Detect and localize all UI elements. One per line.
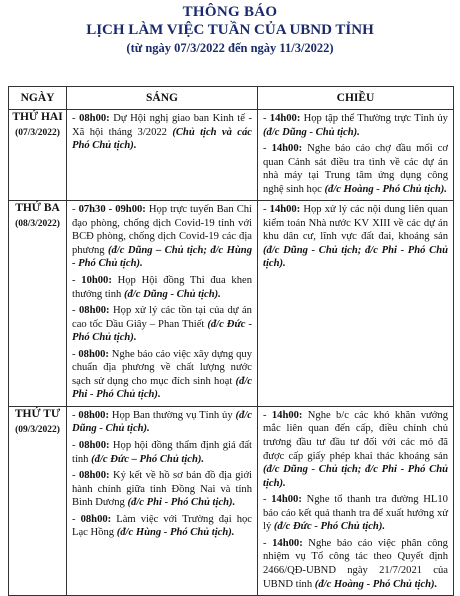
schedule-item: - 08h00: Họp hội đồng thẩm định giá đất tỉnh (đ/c Đức – Phó Chủ tịch). — [72, 440, 252, 465]
item-description: Nghe tổ thanh tra đường HL10 báo cáo kết quả thanh tra để xuất hướng xử lý — [263, 494, 448, 533]
table-row — [9, 201, 454, 407]
schedule-item: - 08h00: Nghe báo cáo việc xây dựng quy chuẩn địa phương về chất lượng nước sạch sử dụng cho mục đích sinh hoạt (đ/c Phi - Phó Chủ tịch). — [72, 348, 252, 401]
day-date: (08/3/2022) — [15, 219, 60, 229]
schedule-item: - 14h00: Nghe báo cáo chợ đầu mối cơ quan Cảnh sát điều tra tình về các dự án nhà máy tại Trung tâm ứng dụng công nghệ sinh học (đ/c Hoàng - Phó Chủ tịch). — [263, 143, 448, 195]
item-responsible: (đ/c Dũng - Chủ tịch). — [263, 126, 360, 138]
table-row — [9, 110, 454, 201]
item-time: 08h00: — [80, 513, 112, 525]
item-description: Làm việc với Trường đại học Lạc Hồng — [72, 513, 252, 539]
item-responsible: (đ/c Dũng – Chủ tịch; đ/c Hùng - Phó Chủ tịch). — [72, 244, 252, 270]
column-header-day: NGÀY — [9, 87, 67, 110]
item-description: Họp Ban thường vụ Tỉnh ủy — [109, 409, 236, 421]
schedule-item: - 14h00: Nghe tổ thanh tra đường HL10 báo cáo kết quả thanh tra để xuất hướng xử lý (đ/c Đức - Phó Chủ tịch). — [263, 494, 448, 533]
table-header-row — [9, 87, 454, 110]
item-time: 08h00: — [78, 305, 110, 317]
item-description: Họp hội đồng thẩm định giá đất tỉnh — [72, 440, 252, 465]
schedule-item: - 08h00: Làm việc với Trường đại học Lạc Hồng (đ/c Hùng - Phó Chủ tịch). — [72, 513, 252, 539]
item-responsible: (đ/c Hoàng - Phó Chủ tịch). — [324, 183, 447, 195]
item-responsible: (đ/c Dũng - Chủ tịch; đ/c Phi - Phó Chủ tịch). — [263, 464, 448, 489]
afternoon-cell — [258, 110, 454, 201]
item-responsible: (đ/c Đức – Phó Chủ tịch). — [91, 453, 205, 465]
item-responsible: (đ/c Đức - Phó Chủ tịch). — [72, 318, 253, 344]
item-time: 14h00: — [271, 409, 303, 421]
item-responsible: (Chủ tịch và các Phó Chủ tịch). — [72, 126, 252, 152]
item-responsible: (đ/c Dũng - Chủ tịch). — [72, 409, 252, 435]
item-description: Họp Hội đồng Thi đua khen thưởng tỉnh — [72, 275, 252, 300]
item-description: Nghe b/c các khó khăn vướng mắc liên quan đến cấp, điều chỉnh chủ trương đầu tư đầu tư đối với các mỏ đã được cấp giấy phép khai thác khoáng sản — [263, 409, 448, 462]
afternoon-cell — [258, 201, 454, 407]
item-time: 08h00: — [78, 440, 110, 452]
item-responsible: (đ/c Dũng - Chủ tịch). — [123, 288, 221, 300]
item-description: Nghe báo cáo việc xây dựng quy chuẩn địa phương về chất lượng nước sạch sử dụng cho mục đích sinh hoạt — [72, 348, 252, 387]
item-description: Họp trực tuyến Ban Chỉ đạo phòng, chống dịch Covid-19 tỉnh với BCĐ phòng, chống dịch Covid-19 các địa phương — [72, 204, 253, 256]
item-time: 08h00: — [78, 470, 110, 482]
item-description: Nghe báo cáo việc phân công nhiệm vụ Tổ công tác theo Quyết định 2466/QĐ-UBND ngày 21/7/2021 của UBND tỉnh — [263, 537, 448, 590]
afternoon-cell — [258, 406, 454, 595]
item-description: Họp xử lý các tồn tại của dự án cao tốc Dầu Giây – Phan Thiết — [72, 305, 252, 330]
schedule-item: - 08h00: Họp xử lý các tồn tại của dự án cao tốc Dầu Giây – Phan Thiết (đ/c Đức - Phó Chủ tịch). — [72, 305, 253, 344]
schedule-item: - 14h00: Họp tập thể Thường trực Tỉnh ủy (đ/c Dũng - Chủ tịch). — [263, 113, 448, 138]
table-row — [9, 406, 454, 595]
schedule-item: - 14h00: Nghe báo cáo việc phân công nhiệm vụ Tổ công tác theo Quyết định 2466/QĐ-UBND ngày 21/7/2021 của UBND tỉnh (đ/c Hoàng - Phó Chủ tịch). — [263, 537, 448, 590]
item-description: Họp xử lý các nội dung liên quan kiểm toán Nhà nước KV XIII về các dự án khu dân cư, lĩnh vực đất đai, khoáng sản — [263, 204, 448, 243]
schedule-table — [8, 86, 454, 596]
morning-cell — [67, 406, 258, 595]
item-time: 08h00: — [79, 113, 110, 124]
item-time: 10h00: — [81, 275, 112, 287]
item-time: 14h00: — [269, 113, 301, 124]
schedule-item: - 08h00: Ký kết về hồ sơ bản đồ địa giới hành chính giữa tỉnh Đồng Nai và tỉnh Bình Dương (đ/c Phi - Phó Chủ tịch). — [72, 470, 252, 509]
schedule-item: - 14h00: Họp xử lý các nội dung liên quan kiểm toán Nhà nước KV XIII về các dự án khu dân cư, lĩnh vực đất đai, khoáng sản (đ/c Dũng - Chủ tịch; đ/c Phi - Phó Chủ tịch). — [263, 204, 448, 270]
day-name: THỨ HAI — [12, 111, 63, 123]
schedule-item: - 08h00: Dự Hội nghị giao ban Kinh tế - Xã hội tháng 3/2022 (Chủ tịch và các Phó Chủ tịch). — [72, 113, 252, 152]
day-cell — [9, 201, 67, 407]
item-responsible: (đ/c Đức - Phó Chủ tịch). — [273, 521, 385, 533]
morning-cell — [67, 110, 258, 201]
item-responsible: (đ/c Hoàng - Phó Chủ tịch). — [314, 578, 438, 590]
item-responsible: (đ/c Hùng - Phó Chủ tịch). — [116, 527, 235, 539]
item-description: Ký kết về hồ sơ bản đồ địa giới hành chính giữa tỉnh Đồng Nai và tỉnh Bình Dương — [72, 470, 252, 509]
date-range: (từ ngày 07/3/2022 đến ngày 11/3/2022) — [126, 41, 334, 55]
schedule-item: - 08h00: Họp Ban thường vụ Tỉnh ủy (đ/c Dũng - Chủ tịch). — [72, 409, 252, 435]
schedule-item: - 10h00: Họp Hội đồng Thi đua khen thưởng tỉnh (đ/c Dũng - Chủ tịch). — [72, 275, 252, 300]
column-header-afternoon: CHIỀU — [258, 87, 454, 110]
day-cell — [9, 406, 67, 595]
item-time: 07h30 - 09h00: — [78, 204, 146, 216]
item-responsible: (đ/c Phi - Phó Chủ tịch). — [72, 375, 252, 401]
column-header-morning: SÁNG — [67, 87, 258, 110]
day-date: (09/3/2022) — [15, 424, 60, 435]
item-responsible: (đ/c Dũng - Chủ tịch; đ/c Phi - Phó Chủ tịch). — [263, 244, 448, 270]
schedule-item: - 14h00: Nghe b/c các khó khăn vướng mắc liên quan đến cấp, điều chỉnh chủ trương đầu tư đầu tư đối với các mỏ đã được cấp giấy phép khai thác khoáng sản (đ/c Dũng - Chủ tịch; đ/c Phi - Phó Chủ tịch). — [263, 409, 448, 489]
item-description: Dự Hội nghị giao ban Kinh tế - Xã hội tháng 3/2022 — [72, 113, 252, 138]
day-name: THỨ BA — [15, 202, 60, 215]
item-time: 14h00: — [271, 143, 303, 155]
day-name: THỨ TƯ — [14, 407, 61, 420]
item-time: 14h00: — [269, 204, 301, 216]
item-description: Họp tập thể Thường trực Tỉnh ủy — [300, 113, 448, 124]
notice-title: THÔNG BÁO — [182, 4, 278, 20]
item-responsible: (đ/c Phi - Phó Chủ tịch). — [127, 497, 236, 509]
schedule-item: - 07h30 - 09h00: Họp trực tuyến Ban Chỉ đạo phòng, chống dịch Covid-19 tỉnh với BCĐ phòng, chống dịch Covid-19 các địa phương (đ/c Dũng – Chủ tịch; đ/c Hùng - Phó Chủ tịch). — [72, 204, 253, 270]
item-time: 14h00: — [272, 537, 303, 549]
day-date: (07/3/2022) — [15, 127, 60, 138]
item-time: 08h00: — [78, 348, 109, 360]
morning-cell — [67, 201, 258, 407]
schedule-title: LỊCH LÀM VIỆC TUẦN CỦA UBND TỈNH — [86, 22, 374, 38]
item-time: 14h00: — [271, 494, 302, 506]
day-cell — [9, 110, 67, 201]
item-time: 08h00: — [78, 409, 109, 421]
item-description: Nghe báo cáo chợ đầu mối cơ quan Cảnh sát điều tra tình về các dự án nhà máy tại Trung tâm ứng dụng công nghệ sinh học — [263, 143, 448, 195]
